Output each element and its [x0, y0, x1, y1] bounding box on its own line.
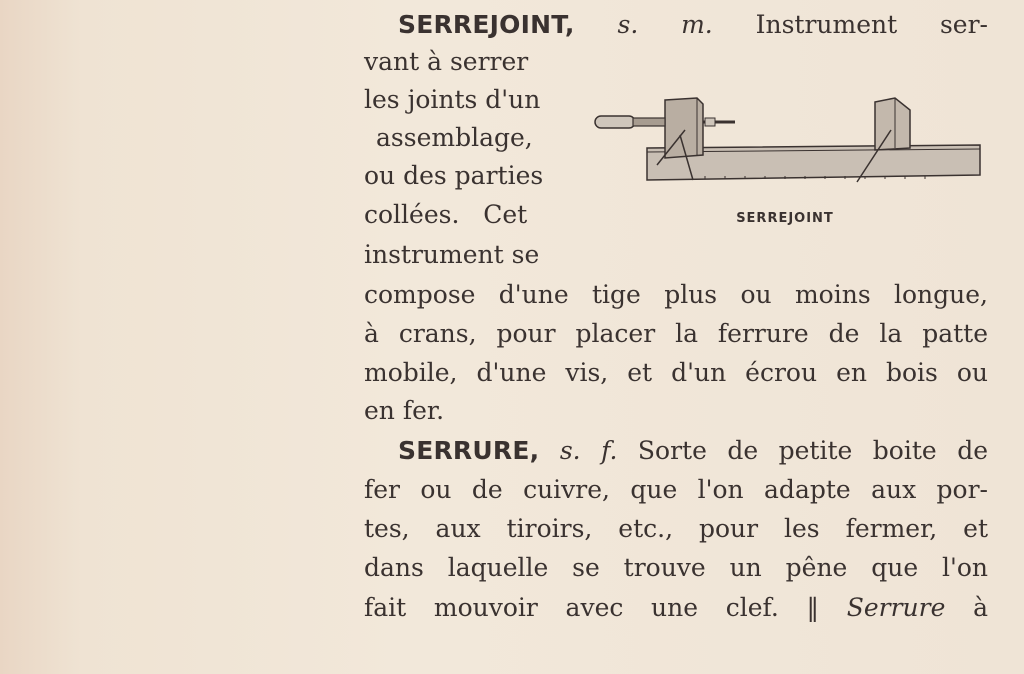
full-line: en fer.: [364, 396, 445, 425]
narrow-line: les joints d'un: [364, 85, 541, 114]
entry-serrejoint-first-line: [398, 6, 988, 44]
definition-start: Sorte de petite boite de: [637, 436, 988, 465]
full-line: compose d'une tige plus ou moins longue,: [364, 280, 988, 309]
full-line: à crans, pour placer la ferrure de la patte: [364, 319, 988, 348]
narrow-line: assemblage,: [376, 123, 533, 152]
gender-serrejoint: s. m.: [617, 10, 713, 39]
full-line: fer ou de cuivre, que l'on adapte aux por-: [364, 475, 988, 504]
narrow-line: instrument se: [364, 240, 540, 269]
full-line: mobile, d'une vis, et d'un écrou en bois ou: [364, 358, 988, 387]
definition-start: Instrument ser-: [755, 10, 988, 39]
last-line-italic: Serrure: [846, 593, 946, 622]
full-line: dans laquelle se trouve un pêne que l'on: [364, 553, 988, 582]
full-line: tes, aux tiroirs, etc., pour les fermer, et: [364, 514, 988, 543]
headword-serrure: SERRURE,: [398, 436, 540, 465]
last-line-suffix: à: [973, 593, 988, 622]
entry-serrure-first-line: [398, 432, 988, 470]
narrow-line: ou des parties: [364, 161, 544, 190]
narrow-line: vant à serrer: [364, 47, 529, 76]
gender-serrure: s. f.: [559, 436, 618, 465]
last-line: [364, 589, 988, 627]
narrow-line: collées. Cet: [364, 200, 528, 229]
last-line-prefix: fait mouvoir avec une clef. ‖: [364, 593, 820, 622]
headword-serrejoint: SERREJOINT,: [398, 10, 575, 39]
figure-caption: SERREJOINT: [736, 211, 834, 226]
